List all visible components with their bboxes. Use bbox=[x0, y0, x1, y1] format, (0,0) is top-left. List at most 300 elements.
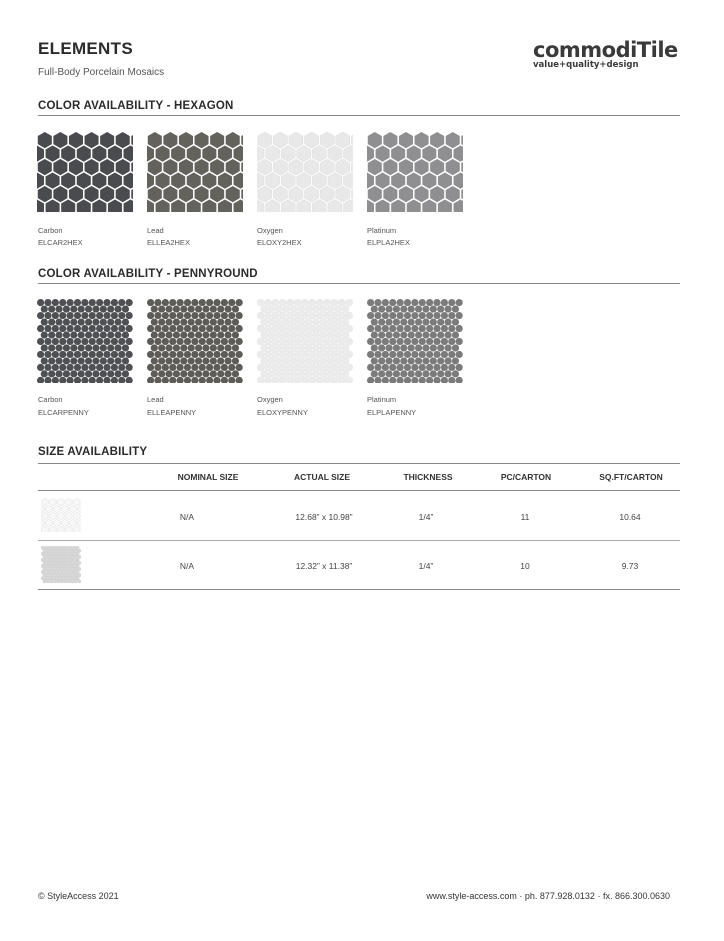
hex-tile bbox=[156, 146, 170, 162]
penny-tile bbox=[43, 580, 46, 583]
penny-swatch-oxygen bbox=[257, 299, 353, 383]
penny-tile bbox=[346, 364, 353, 371]
penny-tile bbox=[202, 370, 209, 377]
penny-tile bbox=[67, 312, 74, 319]
penny-tile bbox=[177, 312, 184, 319]
penny-tile bbox=[415, 318, 422, 325]
penny-swatch-platinum bbox=[367, 299, 463, 383]
penny-tile bbox=[224, 370, 231, 377]
penny-tile bbox=[63, 370, 70, 377]
penny-tile bbox=[165, 331, 172, 338]
penny-tile bbox=[389, 351, 396, 358]
penny-tile bbox=[147, 299, 154, 306]
penny-tile bbox=[177, 325, 184, 332]
penny-tile bbox=[57, 549, 60, 552]
penny-tile bbox=[70, 344, 77, 351]
hex-tile bbox=[187, 200, 201, 213]
penny-tile bbox=[210, 357, 217, 364]
penny-tile bbox=[206, 377, 213, 383]
hex-tile bbox=[41, 505, 44, 512]
penny-tile bbox=[415, 344, 422, 351]
penny-tile bbox=[287, 351, 294, 358]
pc-carton-value: 10 bbox=[520, 561, 530, 571]
penny-tile bbox=[301, 338, 308, 345]
penny-tile bbox=[165, 344, 172, 351]
penny-tile bbox=[374, 364, 381, 371]
hex-tile bbox=[399, 132, 413, 148]
penny-tile bbox=[147, 377, 154, 383]
penny-tile bbox=[312, 370, 319, 377]
hex-tile bbox=[179, 159, 193, 175]
penny-tile bbox=[184, 299, 191, 306]
hex-tile bbox=[368, 159, 382, 175]
penny-tile bbox=[199, 299, 206, 306]
penny-tile bbox=[382, 325, 389, 332]
penny-tile bbox=[85, 331, 92, 338]
penny-tile bbox=[58, 552, 61, 555]
hex-tile bbox=[37, 200, 44, 213]
penny-tile bbox=[78, 567, 81, 570]
penny-tile bbox=[275, 357, 282, 364]
hex-tile bbox=[344, 200, 353, 213]
penny-tile bbox=[92, 318, 99, 325]
penny-tile bbox=[44, 558, 47, 561]
penny-tile bbox=[261, 305, 268, 312]
hex-tile bbox=[66, 526, 72, 532]
penny-tile bbox=[50, 567, 53, 570]
pennyround-section-rule bbox=[38, 283, 680, 284]
hex-tile bbox=[258, 186, 272, 202]
penny-tile bbox=[59, 338, 66, 345]
penny-tile bbox=[415, 331, 422, 338]
penny-tile bbox=[69, 558, 72, 561]
hex-tile bbox=[281, 200, 295, 213]
penny-tile bbox=[441, 312, 448, 319]
penny-tile bbox=[100, 331, 107, 338]
penny-tile bbox=[338, 312, 345, 319]
size-table-header-rule bbox=[38, 490, 680, 491]
penny-tile bbox=[301, 299, 308, 306]
penny-tile bbox=[378, 344, 385, 351]
penny-tile bbox=[456, 351, 463, 358]
penny-tile bbox=[312, 305, 319, 312]
penny-tile bbox=[279, 351, 286, 358]
penny-tile bbox=[444, 357, 451, 364]
penny-tile bbox=[433, 364, 440, 371]
penny-tile bbox=[371, 305, 378, 312]
hex-tile bbox=[210, 159, 224, 175]
penny-tile bbox=[202, 331, 209, 338]
hex-tile bbox=[438, 146, 452, 162]
penny-tile bbox=[122, 357, 129, 364]
penny-tile bbox=[118, 377, 125, 383]
hex-tile bbox=[37, 173, 44, 189]
penny-tile bbox=[279, 299, 286, 306]
penny-tile bbox=[393, 344, 400, 351]
penny-tile bbox=[71, 549, 74, 552]
penny-tile bbox=[184, 364, 191, 371]
penny-tile bbox=[74, 325, 81, 332]
hex-tile bbox=[430, 159, 444, 175]
penny-tile bbox=[67, 338, 74, 345]
penny-tile bbox=[69, 570, 72, 573]
penny-tile bbox=[279, 312, 286, 319]
penny-tile bbox=[415, 305, 422, 312]
penny-tile bbox=[107, 331, 114, 338]
penny-tile bbox=[374, 312, 381, 319]
penny-tile bbox=[272, 338, 279, 345]
hex-tile bbox=[336, 132, 350, 148]
penny-tile bbox=[188, 370, 195, 377]
sqft-carton-value: 10.64 bbox=[619, 512, 641, 522]
penny-tile bbox=[59, 299, 66, 306]
penny-tile bbox=[122, 370, 129, 377]
hex-tile bbox=[46, 519, 52, 526]
hex-tile bbox=[38, 159, 52, 175]
hex-tile bbox=[273, 132, 287, 148]
penny-tile bbox=[268, 318, 275, 325]
hex-tile bbox=[415, 159, 429, 175]
penny-tile bbox=[111, 351, 118, 358]
hex-tile bbox=[351, 159, 353, 175]
penny-tile bbox=[96, 312, 103, 319]
penny-tile bbox=[452, 318, 459, 325]
hex-tile bbox=[241, 159, 243, 175]
penny-tile bbox=[404, 312, 411, 319]
penny-tile bbox=[294, 377, 301, 383]
actual-size-value: 12.32” x 11.38” bbox=[295, 561, 353, 571]
penny-tile bbox=[67, 549, 70, 552]
penny-tile bbox=[52, 312, 59, 319]
page-title: ELEMENTS bbox=[38, 39, 133, 58]
hex-tile bbox=[351, 186, 353, 202]
penny-tile bbox=[41, 546, 44, 549]
hex-tile bbox=[367, 200, 374, 213]
hex-tile bbox=[226, 132, 240, 148]
penny-tile bbox=[48, 577, 51, 580]
penny-tile bbox=[50, 574, 53, 577]
hex-tile bbox=[241, 132, 243, 148]
penny-tile bbox=[430, 318, 437, 325]
hex-tile bbox=[328, 146, 342, 162]
penny-tile bbox=[309, 299, 316, 306]
penny-tile bbox=[312, 344, 319, 351]
penny-tile bbox=[60, 555, 63, 558]
penny-tile bbox=[382, 338, 389, 345]
penny-tile bbox=[51, 546, 54, 549]
hex-tile bbox=[37, 146, 44, 162]
penny-tile bbox=[188, 318, 195, 325]
hex-tile bbox=[446, 186, 460, 202]
penny-tile bbox=[65, 570, 68, 573]
penny-tile bbox=[78, 344, 85, 351]
penny-tile bbox=[57, 567, 60, 570]
column-header-thickness: THICKNESS bbox=[403, 472, 453, 482]
penny-tile bbox=[385, 331, 392, 338]
penny-tile bbox=[378, 370, 385, 377]
penny-tile bbox=[78, 331, 85, 338]
penny-tile bbox=[257, 312, 264, 319]
penny-tile bbox=[320, 318, 327, 325]
penny-tile bbox=[78, 357, 85, 364]
penny-tile bbox=[206, 351, 213, 358]
hex-tile bbox=[179, 186, 193, 202]
penny-tile bbox=[41, 318, 48, 325]
penny-tile bbox=[41, 552, 44, 555]
penny-tile bbox=[114, 357, 121, 364]
penny-tile bbox=[51, 577, 54, 580]
penny-tile bbox=[51, 564, 54, 567]
penny-tile bbox=[154, 325, 161, 332]
penny-tile bbox=[60, 574, 63, 577]
penny-tile bbox=[111, 338, 118, 345]
penny-tile bbox=[64, 555, 67, 558]
hex-tile bbox=[187, 173, 201, 189]
penny-tile bbox=[199, 364, 206, 371]
penny-tile bbox=[397, 364, 404, 371]
hex-swatch-carbon bbox=[37, 132, 133, 212]
penny-tile bbox=[55, 305, 62, 312]
penny-tile bbox=[60, 549, 63, 552]
penny-tile bbox=[43, 567, 46, 570]
penny-tile bbox=[213, 312, 220, 319]
penny-tile bbox=[70, 357, 77, 364]
hex-tile bbox=[58, 498, 64, 505]
hex-tile bbox=[46, 200, 60, 213]
penny-tile bbox=[81, 364, 88, 371]
penny-tile bbox=[96, 325, 103, 332]
thickness-value: 1/4” bbox=[418, 512, 434, 522]
penny-tile bbox=[224, 344, 231, 351]
penny-tile bbox=[422, 370, 429, 377]
penny-tile bbox=[430, 370, 437, 377]
penny-tile bbox=[228, 364, 235, 371]
penny-tile bbox=[55, 331, 62, 338]
penny-tile bbox=[118, 312, 125, 319]
hex-tile bbox=[328, 200, 342, 213]
penny-tile bbox=[67, 555, 70, 558]
hex-tile bbox=[383, 186, 397, 202]
penny-tile bbox=[169, 312, 176, 319]
penny-tile bbox=[199, 338, 206, 345]
hex-tile bbox=[266, 200, 280, 213]
penny-tile bbox=[213, 338, 220, 345]
logo-wordmark: commodiTile bbox=[533, 38, 678, 62]
penny-tile bbox=[72, 577, 75, 580]
penny-tile bbox=[126, 312, 133, 319]
penny-tile bbox=[151, 370, 158, 377]
penny-tile bbox=[44, 564, 47, 567]
penny-tile bbox=[67, 561, 70, 564]
penny-tile bbox=[43, 555, 46, 558]
penny-tile bbox=[290, 344, 297, 351]
penny-tile bbox=[147, 312, 154, 319]
penny-tile bbox=[400, 305, 407, 312]
penny-tile bbox=[430, 344, 437, 351]
penny-tile bbox=[221, 351, 228, 358]
penny-tile bbox=[404, 325, 411, 332]
penny-tile bbox=[378, 318, 385, 325]
penny-tile bbox=[58, 577, 61, 580]
penny-tile bbox=[43, 561, 46, 564]
penny-tile bbox=[221, 364, 228, 371]
penny-tile bbox=[444, 305, 451, 312]
hex-tile bbox=[257, 173, 264, 189]
penny-tile bbox=[37, 377, 44, 383]
penny-tile bbox=[224, 331, 231, 338]
penny-tile bbox=[55, 577, 58, 580]
penny-tile bbox=[397, 351, 404, 358]
hex-tile bbox=[100, 159, 114, 175]
penny-tile bbox=[126, 364, 133, 371]
penny-tile bbox=[162, 299, 169, 306]
penny-tile bbox=[272, 364, 279, 371]
penny-tile bbox=[213, 299, 220, 306]
penny-tile bbox=[298, 331, 305, 338]
penny-tile bbox=[72, 558, 75, 561]
penny-tile bbox=[69, 577, 72, 580]
hex-tile bbox=[399, 186, 413, 202]
penny-tile bbox=[342, 344, 349, 351]
hex-tile bbox=[66, 512, 72, 519]
pc-carton-value: 11 bbox=[520, 512, 530, 522]
penny-tile bbox=[408, 370, 415, 377]
penny-tile bbox=[338, 377, 345, 383]
penny-tile bbox=[74, 351, 81, 358]
penny-tile bbox=[55, 570, 58, 573]
penny-tile bbox=[103, 312, 110, 319]
penny-tile bbox=[37, 338, 44, 345]
penny-tile bbox=[444, 331, 451, 338]
hex-tile bbox=[100, 132, 114, 148]
penny-tile bbox=[44, 325, 51, 332]
penny-tile bbox=[96, 377, 103, 383]
hex-swatch-oxygen bbox=[257, 132, 353, 212]
hex-tile bbox=[312, 173, 326, 189]
penny-tile bbox=[422, 357, 429, 364]
penny-tile bbox=[456, 364, 463, 371]
penny-tile bbox=[264, 351, 271, 358]
penny-swatch-name: Oxygen bbox=[257, 395, 283, 404]
penny-tile bbox=[188, 344, 195, 351]
penny-tile bbox=[448, 364, 455, 371]
penny-tile bbox=[169, 299, 176, 306]
penny-tile bbox=[184, 377, 191, 383]
penny-tile bbox=[232, 370, 239, 377]
hex-tile bbox=[407, 146, 421, 162]
penny-tile bbox=[50, 580, 53, 583]
penny-tile bbox=[118, 299, 125, 306]
penny-tile bbox=[162, 377, 169, 383]
penny-tile bbox=[305, 331, 312, 338]
penny-tile bbox=[264, 377, 271, 383]
penny-tile bbox=[41, 331, 48, 338]
hex-tile bbox=[281, 173, 295, 189]
hex-tile bbox=[171, 173, 185, 189]
sqft-carton-value: 9.73 bbox=[621, 561, 639, 571]
penny-swatch-name: Platinum bbox=[367, 395, 397, 404]
penny-tile bbox=[228, 312, 235, 319]
penny-tile bbox=[411, 312, 418, 319]
hex-tile bbox=[147, 146, 154, 162]
penny-tile bbox=[37, 325, 44, 332]
hex-tile bbox=[226, 159, 240, 175]
hex-tile bbox=[74, 526, 80, 532]
penny-tile bbox=[64, 561, 67, 564]
penny-tile bbox=[78, 561, 81, 564]
penny-tile bbox=[81, 312, 88, 319]
penny-tile bbox=[48, 305, 55, 312]
penny-tile bbox=[41, 357, 48, 364]
penny-tile bbox=[408, 331, 415, 338]
penny-tile bbox=[312, 331, 319, 338]
penny-tile bbox=[78, 370, 85, 377]
penny-tile bbox=[85, 305, 92, 312]
penny-tile bbox=[107, 357, 114, 364]
penny-tile bbox=[118, 364, 125, 371]
penny-tile bbox=[184, 312, 191, 319]
penny-tile bbox=[53, 561, 56, 564]
hex-tile bbox=[124, 173, 133, 189]
penny-tile bbox=[51, 570, 54, 573]
penny-tile bbox=[408, 305, 415, 312]
penny-tile bbox=[63, 344, 70, 351]
penny-tile bbox=[199, 312, 206, 319]
penny-tile bbox=[411, 377, 418, 383]
hex-tile bbox=[344, 173, 353, 189]
hex-tile bbox=[415, 186, 429, 202]
penny-tile bbox=[85, 344, 92, 351]
penny-tile bbox=[165, 370, 172, 377]
penny-swatch-carbon bbox=[37, 299, 133, 383]
penny-tile bbox=[279, 325, 286, 332]
penny-tile bbox=[122, 331, 129, 338]
hex-tile bbox=[202, 146, 216, 162]
hex-tile bbox=[320, 186, 334, 202]
hex-tile bbox=[461, 132, 463, 148]
penny-tile bbox=[257, 338, 264, 345]
penny-tile bbox=[268, 357, 275, 364]
penny-tile bbox=[441, 338, 448, 345]
penny-tile bbox=[452, 331, 459, 338]
penny-tile bbox=[298, 305, 305, 312]
hex-tile bbox=[422, 146, 436, 162]
penny-tile bbox=[55, 357, 62, 364]
penny-tile bbox=[55, 344, 62, 351]
penny-tile bbox=[180, 331, 187, 338]
penny-tile bbox=[316, 338, 323, 345]
penny-tile bbox=[400, 318, 407, 325]
penny-tile bbox=[264, 299, 271, 306]
penny-tile bbox=[100, 370, 107, 377]
penny-tile bbox=[74, 580, 77, 583]
penny-tile bbox=[224, 357, 231, 364]
penny-tile bbox=[76, 577, 79, 580]
penny-tile bbox=[81, 325, 88, 332]
hex-tile bbox=[74, 498, 80, 505]
penny-tile bbox=[48, 570, 51, 573]
penny-tile bbox=[103, 338, 110, 345]
penny-tile bbox=[111, 325, 118, 332]
penny-tile bbox=[338, 338, 345, 345]
penny-tile bbox=[154, 351, 161, 358]
hex-tile bbox=[368, 186, 382, 202]
penny-tile bbox=[327, 370, 334, 377]
penny-tile bbox=[52, 299, 59, 306]
hex-tile bbox=[344, 146, 353, 162]
hex-swatch-name: Carbon bbox=[38, 226, 63, 235]
hex-swatch-code: ELCAR2HEX bbox=[38, 238, 83, 247]
